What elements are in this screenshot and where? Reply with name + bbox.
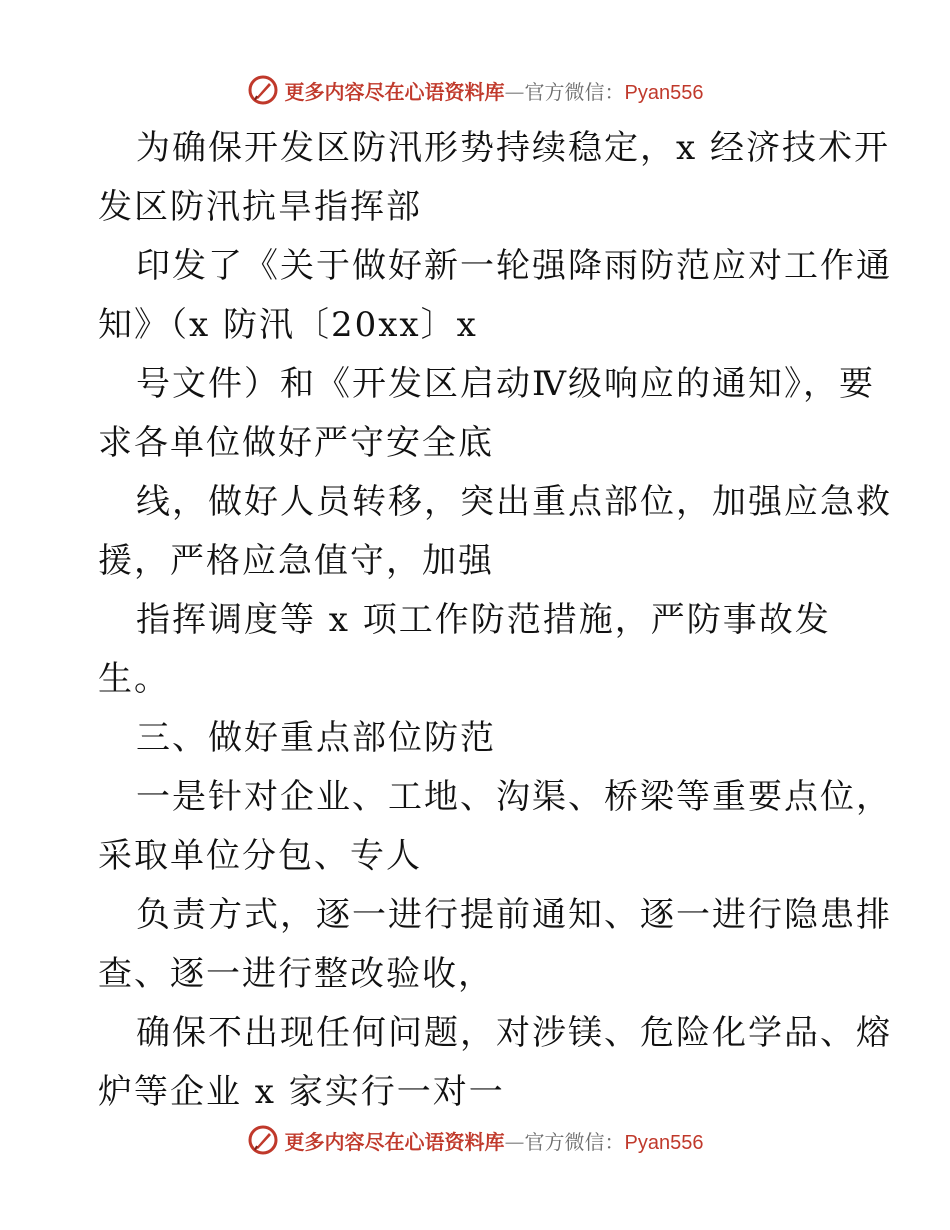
section-heading: 三、做好重点部位防范 bbox=[136, 718, 496, 758]
text-line: 为确保开发区防汛形势持续稳定，x 经济技术开 bbox=[136, 128, 890, 168]
banner-dash: — bbox=[504, 79, 525, 104]
text-line: 发区防汛抗旱指挥部 bbox=[98, 187, 422, 227]
banner-text bbox=[285, 76, 704, 105]
header-banner bbox=[0, 70, 950, 110]
banner-wechat-id: Pyan556 bbox=[624, 1131, 704, 1154]
text-line: 援，严格应急值守，加强 bbox=[98, 541, 494, 581]
text-line: 一是针对企业、工地、沟渠、桥梁等重要点位， bbox=[136, 777, 892, 817]
text-line: 负责方式，逐一进行提前通知、逐一进行隐患排 bbox=[136, 895, 892, 935]
footer-banner bbox=[0, 1120, 950, 1160]
text-line: 查、逐一进行整改验收， bbox=[98, 954, 494, 994]
banner-main: 更多内容尽在心语资料库 bbox=[284, 1129, 505, 1154]
text-line: 线，做好人员转移，突出重点部位，加强应急救 bbox=[136, 482, 892, 522]
banner-dash: — bbox=[504, 1129, 525, 1154]
banner-sub: 官方微信： bbox=[524, 1129, 625, 1154]
text-line: 确保不出现任何问题，对涉镁、危险化学品、熔 bbox=[136, 1013, 892, 1053]
banner-main: 更多内容尽在心语资料库 bbox=[284, 79, 505, 104]
text-line: 指挥调度等 x 项工作防范措施，严防事故发 bbox=[136, 600, 831, 640]
text-line: 求各单位做好严守安全底 bbox=[98, 423, 494, 463]
quill-in-circle-icon bbox=[247, 1124, 279, 1156]
text-line: 号文件）和《开发区启动Ⅳ级响应的通知》，要 bbox=[136, 364, 875, 404]
banner-text bbox=[285, 1126, 704, 1155]
text-line: 印发了《关于做好新一轮强降雨防范应对工作通 bbox=[136, 246, 892, 286]
banner-wechat-id: Pyan556 bbox=[624, 81, 704, 104]
text-line: 生。 bbox=[98, 659, 170, 699]
text-line: 炉等企业 x 家实行一对一 bbox=[98, 1072, 505, 1112]
document-body bbox=[98, 119, 892, 1122]
text-line: 采取单位分包、专人 bbox=[98, 836, 422, 876]
banner-sub: 官方微信： bbox=[524, 79, 625, 104]
text-line: 知》（x 防汛〔20xx〕x bbox=[98, 305, 478, 345]
quill-in-circle-icon bbox=[247, 74, 279, 106]
